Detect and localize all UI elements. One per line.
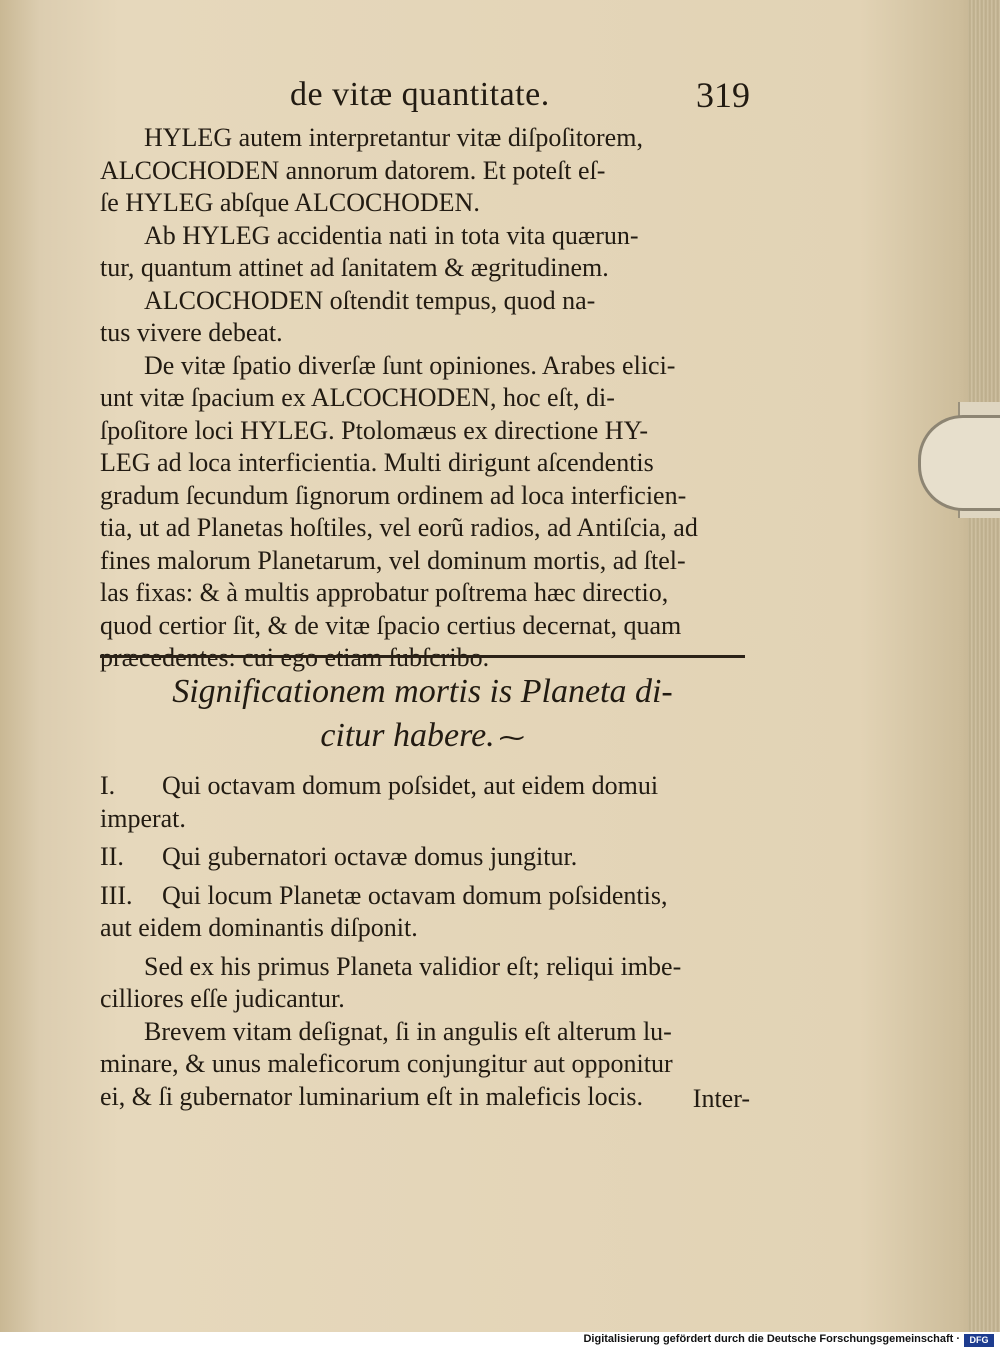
text-line: LEG ad loca interficientia. Multi dirigunt aſcendentis [100,448,654,477]
book-page [80,70,760,1130]
text-line: ALCOCHODEN annorum datorem. Et poteſt eſ- [100,155,606,185]
paragraph [100,285,750,350]
text-line: tia, ut ad Planetas hoſtiles, vel eorũ radios, ad Antiſcia, ad [100,513,698,542]
running-head: de vitæ quantitate. [290,76,550,113]
footer-credit: Digitalisierung gefördert durch die Deutsche Forschungsgemeinschaft · [583,1333,960,1345]
heading-line: Significationem mortis is Planeta di- [172,673,673,710]
text-line: minare, & unus maleficorum conjungitur aut opponitur [100,1049,673,1078]
dfg-logo: DFG [964,1334,994,1347]
list-item [100,841,750,874]
book-clasp [918,415,1000,511]
text-line: Ab HYLEG accidentia nati in tota vita quærun- [144,220,639,250]
text-line: quod certior ſit, & de vitæ ſpacio certius decernat, quam [100,610,682,640]
heading-line: citur habere. [320,717,495,754]
list-number: I. [100,771,116,800]
paragraph [100,122,750,220]
numbered-list [100,770,750,1113]
paragraph [100,951,750,1016]
text-line: cilliores eſſe judicantur. [100,984,345,1013]
paragraph [100,220,750,285]
text-line: ſpoſitore loci HYLEG. Ptolomæus ex directione HY- [100,415,649,445]
text-line: Qui octavam domum poſsidet, aut eidem domui [162,771,659,800]
list-number: III. [100,880,133,910]
text-line: gradum ſecundum ſignorum ordinem ad loca interficien- [100,480,687,510]
list-item [100,880,750,945]
text-line: fines malorum Planetarum, vel dominum mortis, ad ſtel- [100,545,686,575]
ornament-icon: ⁓ [498,723,525,752]
section-heading [100,670,745,760]
text-line: ALCOCHODEN oſtendit tempus, quod na- [144,285,596,315]
text-line: unt vitæ ſpacium ex ALCOCHODEN, hoc eſt, di- [100,383,615,412]
text-line: las fixas: & à multis approbatur poſtrema hæc directio, [100,578,669,607]
body-text [100,122,750,675]
list-item [100,770,750,835]
text-line: imperat. [100,803,186,833]
paragraph [100,350,750,675]
text-line: Sed ex his primus Planeta validior eſt; reliqui imbe- [144,951,682,981]
text-line: tus vivere debeat. [100,318,283,347]
page-number: 319 [696,75,750,115]
text-line: HYLEG autem interpretantur vitæ diſpoſitorem, [144,123,643,152]
book-fore-edge [968,0,1000,1332]
text-line: Qui locum Planetæ octavam domum poſsidentis, [162,880,668,910]
text-line: De vitæ ſpatio diverſæ ſunt opiniones. Arabes elici- [144,350,676,380]
text-line: aut eidem dominantis diſponit. [100,913,418,942]
section-rule [100,655,745,658]
text-line: ſe HYLEG abſque ALCOCHODEN. [100,188,480,217]
text-line: præcedentes: cui ego etiam ſubſcribo. [100,643,490,672]
text-line: tur, quantum attinet ad ſanitatem & ægritudinem. [100,253,609,282]
list-number: II. [100,842,124,871]
text-line: Qui gubernatori octavæ domus jungitur. [162,842,578,871]
text-line: Brevem vitam deſignat, ſi in angulis eſt alterum lu- [144,1016,672,1046]
catchword: Inter- [692,1084,750,1113]
text-line: ei, & ſi gubernator luminarium eſt in maleficis locis. [100,1081,643,1111]
